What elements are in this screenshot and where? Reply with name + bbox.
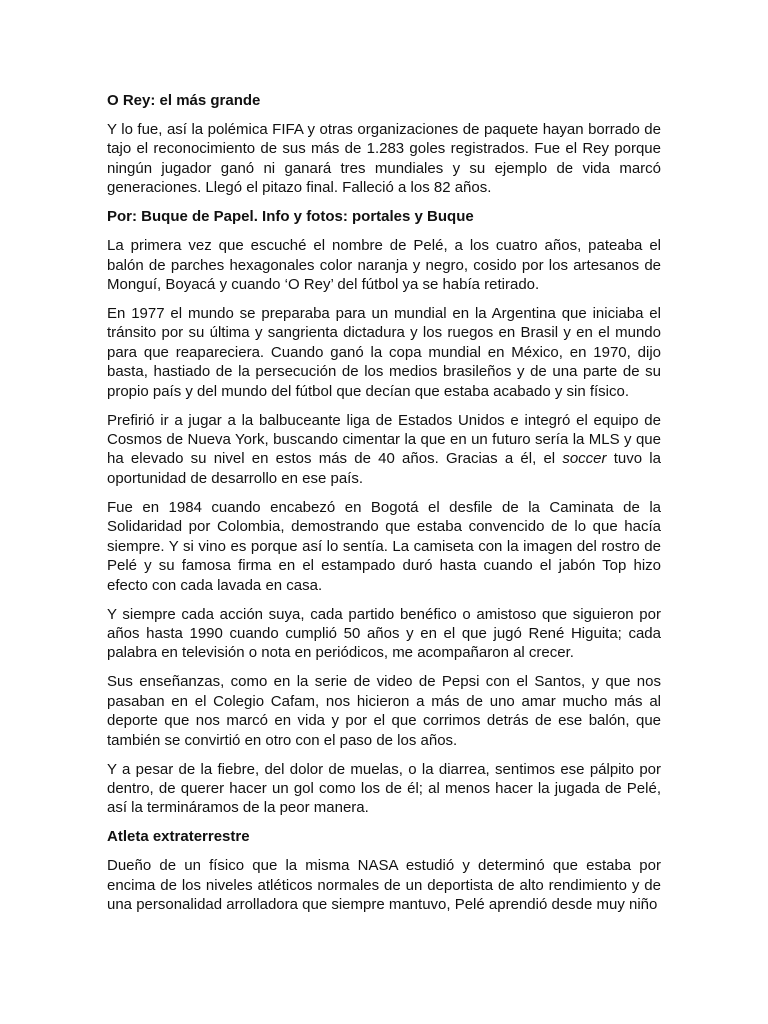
paragraph-childhood: La primera vez que escuché el nombre de Pelé, a los cuatro años, pateaba el balón de parches hexagonales color naranja y negro, cosido por los artesanos de Monguí, Boyacá y cuando ‘O Rey’ del fútbol ya se había retirado.: [107, 237, 661, 294]
paragraph-1984: Fue en 1984 cuando encabezó en Bogotá el desfile de la Caminata de la Solidaridad por Colombia, demostrando que estaba convencido de lo que hacía siempre. Y si vino es porque así lo sentía. La camiseta con la imagen del rostro de Pelé y su famosa firma en el estampado duró hasta cuando el jabón Top hizo efecto con cada lavada en casa.: [107, 498, 661, 594]
article-byline: Por: Buque de Papel. Info y fotos: portales y Buque: [107, 208, 474, 226]
article-title: O Rey: el más grande: [107, 92, 261, 109]
paragraph-cosmos-text-a: Prefirió ir a jugar a la balbuceante liga de Estados Unidos e integró el equipo de Cosmos de Nueva York, buscando cimentar la que en un futuro sería la MLS y que ha elevado su nivel en estos más de 40 años. Gracias a él, el: [107, 411, 661, 468]
document-page: [107, 91, 661, 924]
paragraph-1977: En 1977 el mundo se preparaba para un mundial en la Argentina que iniciaba el tránsito por su última y sangrienta dictadura y los ruegos en Brasil y en el mundo para que reapareciera. Cuando ganó la copa mundial en México, en 1970, dijo basta, hastiado de la persecución de los medios brasileños y de una parte de su propio país y del mundo del fútbol que decían que estaba acabado y sin físico.: [107, 305, 661, 400]
paragraph-cosmos-text-b: tuvo la oportunidad de desarrollo en ese país.: [107, 450, 661, 487]
paragraph-cosmos: [107, 411, 661, 489]
paragraph-teachings: Sus enseñanzas, como en la serie de video de Pepsi con el Santos, y que nos pasaban en el Colegio Cafam, nos hicieron a más de uno amar mucho más al deporte que nos marcó en vida y por el que corrimos detrás de ese balón, que también se convirtió en otro con el paso de los años.: [107, 673, 661, 749]
paragraph-athlete: Dueño de un físico que la misma NASA estudió y determinó que estaba por encima de los niveles atléticos normales de un deportista de alto rendimiento y de una personalidad arrolladora que siempre mantuvo, Pelé aprendió desde muy niño: [107, 857, 661, 914]
section-subheading: Atleta extraterrestre: [107, 828, 250, 846]
paragraph-1990: Y siempre cada acción suya, cada partido benéfico o amistoso que siguieron por años hasta 1990 cuando cumplió 50 años y en el que jugó René Higuita; cada palabra en televisión o nota en periódicos, me acompañaron al crecer.: [107, 605, 661, 662]
article-intro: Y lo fue, así la polémica FIFA y otras organizaciones de paquete hayan borrado de tajo el reconocimiento de sus más de 1.283 goles registrados. Fue el Rey porque ningún jugador ganó ni ganará tres mundiales y su ejemplo de vida marcó generaciones. Llegó el pitazo final. Falleció a los 82 años.: [107, 121, 661, 197]
paragraph-cosmos-italic: soccer: [562, 450, 607, 468]
paragraph-fever: Y a pesar de la fiebre, del dolor de muelas, o la diarrea, sentimos ese pálpito por dentro, de querer hacer un gol como los de él; al menos hacer la jugada de Pelé, así la termináramos de la peor manera.: [107, 760, 661, 817]
